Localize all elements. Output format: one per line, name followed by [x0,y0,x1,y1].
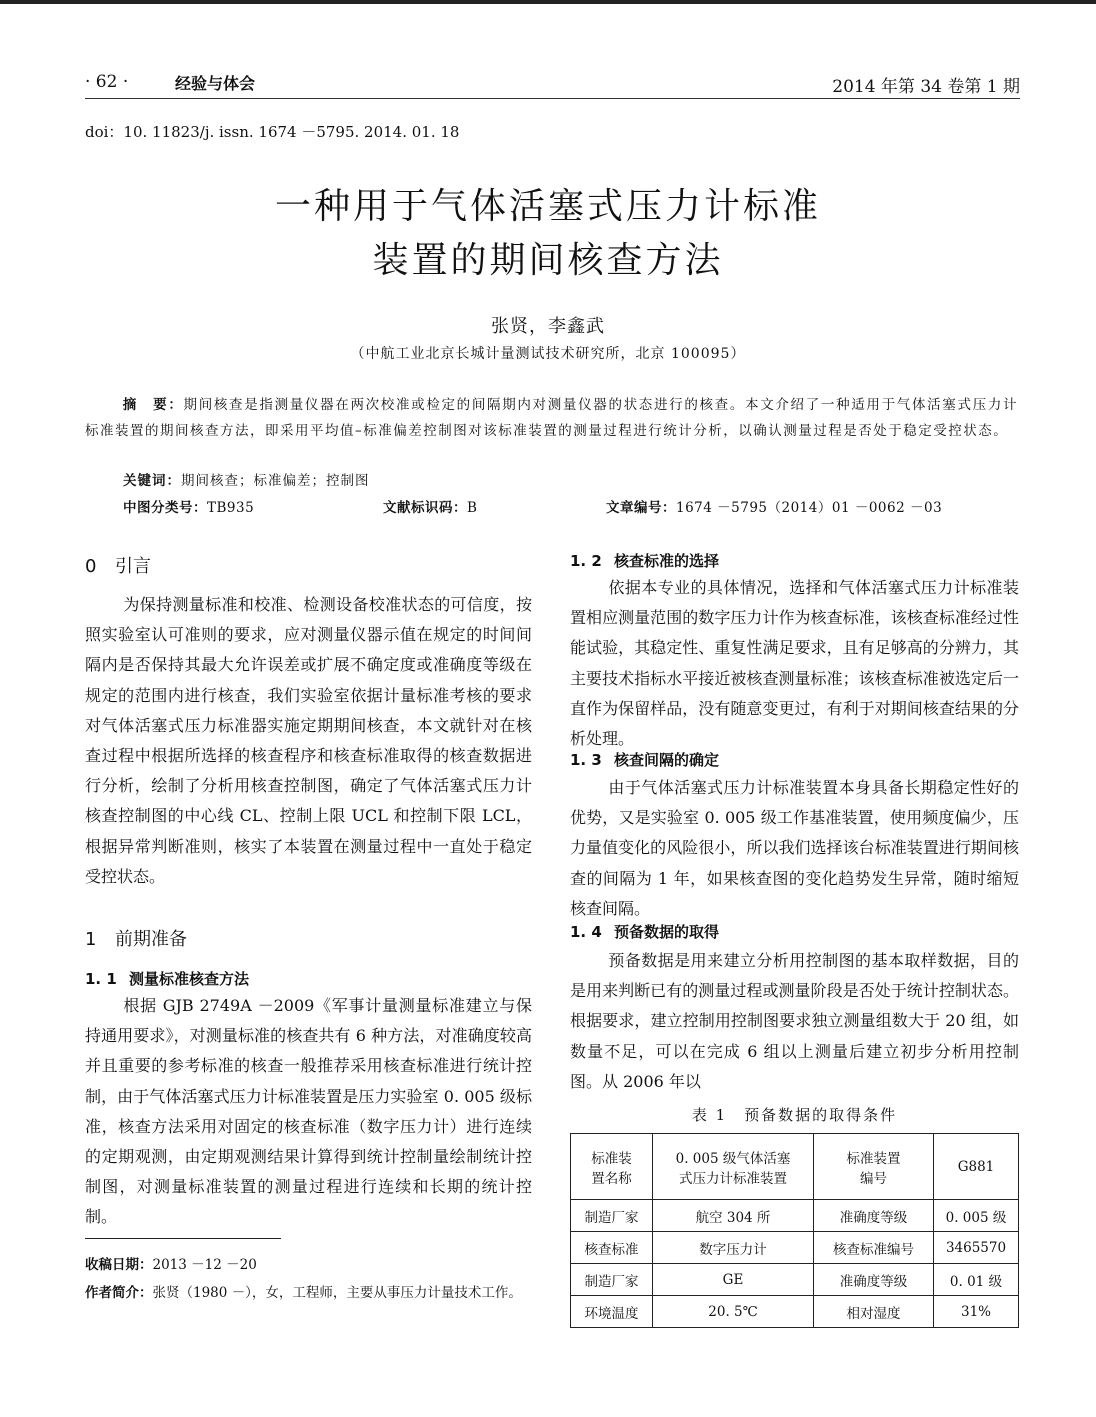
abstract [85,392,1018,444]
affiliation: （中航工业北京长城计量测试技术研究所，北京 100095） [350,346,746,362]
subsection-number: 1. 4 [570,923,602,941]
section-0-text: 为保持测量标准和校准、检测设备校准状态的可信度，按照实验室认可准则的要求，应对测量仪器示值在规定的时间间隔内是否保持其最大允许误差或扩展不确定度或准确度等级在规定的范围内进行核查，我们实验室依据计量标准考核的要求对气体活塞式压力标准器实施定期期间核查，本文就针对在核查过程中根据所选择的核查程序和核查标准取得的核查数据进行分析，绘制了分析用核查控制图，确定了气体活塞式压力计核查控制图的中心线 CL、控制上限 UCL 和控制下限 LCL，根据异常判断准则，核实了本装置在测量过程中一直处于稳定受控状态。 [85,595,532,886]
subsection-title: 核查间隔的确定 [614,751,720,769]
table-cell: 核查标准编号 [814,1232,934,1264]
table-cell: 20. 5℃ [653,1296,814,1328]
article-label: 文章编号： [606,500,676,516]
subsection-title: 测量标准核查方法 [129,970,250,988]
section-1-3-heading [570,749,719,770]
section-number: 1 [85,929,97,950]
table-cell: G881 [934,1134,1019,1200]
authors: 张贤，李鑫武 [491,316,605,337]
section-1-3-text: 由于气体活塞式压力计标准装置本身具备长期稳定性好的优势，又是实验室 0. 005 级工作基准装置，使用频度偏少，压力量值变化的风险很小，所以我们选择该台标准装置进行期间核查的间隔为 1 年，如果核查图的变化趋势发生异常，随时缩短核查间隔。 [570,778,1019,918]
table-cell: 环境温度 [571,1296,653,1328]
section-1-4-heading [570,921,719,942]
article-value: 1674 －5795（2014）01 －0062 －03 [676,500,943,516]
doi: doi：10. 11823/j. issn. 1674 －5795. 2014. 01. 18 [85,123,460,141]
received-date [85,1252,532,1279]
section-1-heading [85,925,187,951]
data-table [570,1133,1019,1328]
subsection-number: 1. 3 [570,751,602,769]
section-0-heading [85,552,151,578]
footnote-rule [85,1238,281,1239]
subsection-number: 1. 1 [85,970,117,988]
subsection-number: 1. 2 [570,552,602,570]
table-cell: 制造厂家 [571,1264,653,1296]
doc-label: 文献标识码： [383,500,467,516]
section-1-1-heading [85,968,249,989]
column-name: 经验与体会 [175,74,256,93]
table-cell: GE [653,1264,814,1296]
table-row [571,1134,1019,1200]
title-line-1: 一种用于气体活塞式压力计标准 [274,186,821,227]
subsection-title: 预备数据的取得 [614,923,720,941]
table-cell: 准确度等级 [814,1264,934,1296]
table-cell: 相对湿度 [814,1296,934,1328]
table-cell: 3465570 [934,1232,1019,1264]
section-title: 前期准备 [115,929,187,950]
top-border [0,0,1096,4]
table-cell: 0. 005 级气体活塞式压力计标准装置 [653,1134,814,1200]
table-cell: 标准装置名称 [571,1134,653,1200]
received-value: 2013 －12 －20 [152,1257,257,1273]
section-1-1-text: 根据 GJB 2749A －2009《军事计量测量标准建立与保持通用要求》，对测量标准的核查共有 6 种方法，对准确度较高并且重要的参考标准的核查一般推荐采用核查标准进行统计控制，由于气体活塞式压力计标准装置是压力实验室 0. 005 级标准，核查方法采用对固定的核查标准（数字压力计）进行连续的定期观测，由定期观测结果计算得到统计控制量绘制统计控制图，对测量标准装置的测量过程进行连续和长期的统计控制。 [85,996,532,1227]
page-number: · 62 · [85,72,129,92]
author-bio-text: 张贤（1980 －），女，工程师，主要从事压力计量技术工作。 [152,1285,522,1301]
table-caption: 表 1 预备数据的取得条件 [691,1106,898,1124]
abstract-text: 期间核查是指测量仪器在两次校准或检定的间隔期内对测量仪器的状态进行的核查。本文介绍了一种适用于气体活塞式压力计标准装置的期间核查方法，即采用平均值–标准偏差控制图对该标准装置的测量过程进行统计分析，以确认测量过程是否处于稳定受控状态。 [85,397,1019,439]
author-bio-label: 作者简介： [85,1285,153,1301]
title-line-2: 装置的期间核查方法 [372,240,724,281]
table-cell: 0. 005 级 [934,1200,1019,1232]
table-cell: 0. 01 级 [934,1264,1019,1296]
issue-info: 2014 年第 34 卷第 1 期 [832,77,1020,97]
table-cell: 标准装置编号 [814,1134,934,1200]
doc-value: B [467,500,478,516]
section-1-2-text: 依据本专业的具体情况，选择和气体活塞式压力计标准装置相应测量范围的数字压力计作为核查标准，该核查标准经过性能试验，其稳定性、重复性满足要求，且有足够高的分辨力，其主要技术指标水平接近被核查测量标准；该核查标准被选定后一直作为保留样品，没有随意变更过，有利于对期间核查结果的分析处理。 [570,578,1019,749]
article-number [606,496,942,516]
table-cell: 数字压力计 [653,1232,814,1264]
table-cell: 核查标准 [571,1232,653,1264]
section-1-2-heading [570,550,719,571]
section-number: 0 [85,556,97,577]
author-bio [85,1280,532,1307]
keywords [123,469,370,489]
section-title: 引言 [115,556,151,577]
clc-number [123,496,254,516]
abstract-label: 摘 要： [122,397,184,413]
received-label: 收稿日期： [85,1257,153,1273]
keywords-text: 期间核查；标准偏差；控制图 [181,473,370,489]
table-row [571,1264,1019,1296]
doc-code [383,496,477,516]
clc-label: 中图分类号： [123,500,207,516]
table-cell: 航空 304 所 [653,1200,814,1232]
subsection-title: 核查标准的选择 [614,552,720,570]
keywords-label: 关键词： [123,473,181,489]
table-row [571,1232,1019,1264]
table-row [571,1200,1019,1232]
section-1-4-text: 预备数据是用来建立分析用控制图的基本取样数据，目的是用来判断已有的测量过程或测量阶段是否处于统计控制状态。根据要求，建立控制用控制图要求独立测量组数大于 20 组，如数量不足，可以在完成 6 组以上测量后建立初步分析用控制图。从 2006 年以 [570,951,1019,1091]
table-cell: 准确度等级 [814,1200,934,1232]
table-row [571,1296,1019,1328]
clc-value: TB935 [207,500,255,516]
table-cell: 31% [934,1296,1019,1328]
running-header [85,70,1020,99]
table-cell: 制造厂家 [571,1200,653,1232]
